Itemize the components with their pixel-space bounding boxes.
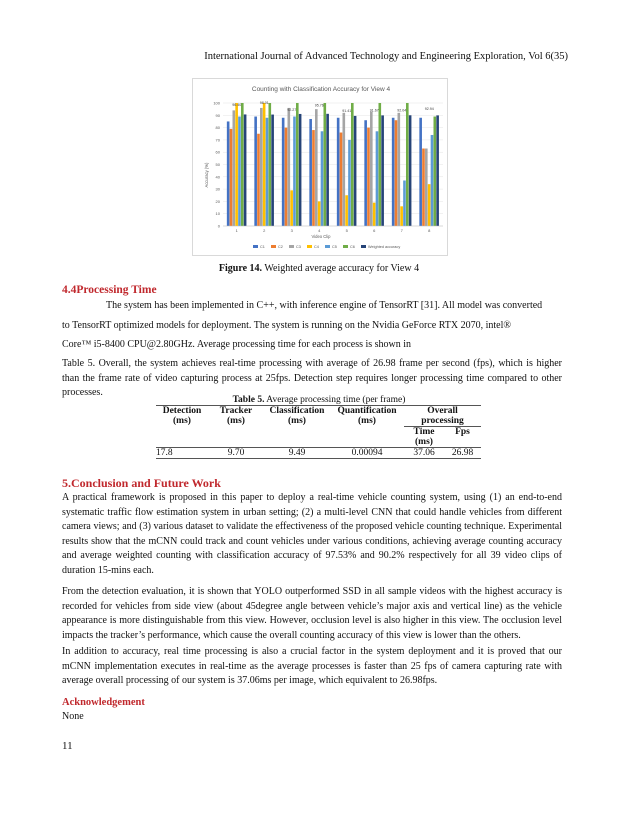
bar-c6 — [241, 103, 244, 226]
bar-weighted-accuracy — [271, 115, 274, 226]
x-tick-label: 4 — [318, 228, 321, 233]
bar-c3 — [233, 110, 236, 226]
data-label: 96.40 — [232, 102, 242, 107]
th-tracker-unit: (ms) — [227, 416, 245, 426]
cell-time: 37.06 — [404, 448, 444, 459]
bar-c5 — [266, 118, 269, 226]
table-row — [156, 448, 481, 459]
th-detection: Detection — [162, 406, 202, 416]
bar-c6 — [378, 103, 381, 226]
y-tick-label: 100 — [213, 100, 220, 106]
bar-weighted-accuracy — [326, 114, 329, 226]
bar-c2 — [340, 133, 343, 226]
bar-c4 — [318, 201, 321, 226]
bar-c6 — [323, 103, 326, 226]
legend-label: C5 — [332, 245, 337, 249]
cell-fps: 26.98 — [444, 448, 481, 459]
legend-swatch — [271, 245, 276, 248]
x-tick-label: 8 — [428, 228, 431, 233]
figure-label: Figure 14. — [218, 263, 263, 274]
figure-caption — [0, 263, 638, 274]
legend-label: C4 — [314, 245, 319, 249]
y-tick-label: 0 — [217, 223, 220, 229]
x-tick-label: 7 — [400, 228, 403, 233]
y-tick-label: 90 — [215, 112, 220, 118]
figure-caption-text: Weighted average accuracy for View 4 — [262, 263, 420, 274]
bar-c1 — [419, 118, 422, 226]
bar-c4 — [373, 203, 376, 226]
legend-label: C6 — [350, 245, 355, 249]
bar-c1 — [282, 118, 285, 226]
chart-ylabel: Accuracy (%) — [204, 162, 209, 188]
y-tick-label: 70 — [215, 137, 220, 143]
th-classification-unit: (ms) — [288, 416, 306, 426]
legend-swatch — [325, 245, 330, 248]
acknowledgement-text: None — [62, 711, 84, 722]
y-tick-label: 60 — [215, 149, 220, 155]
bar-c4 — [290, 190, 293, 226]
bar-c2 — [312, 130, 315, 226]
legend-swatch — [361, 245, 366, 248]
cell-detection: 17.8 — [156, 448, 208, 459]
bar-c5 — [238, 117, 241, 226]
legend-swatch — [253, 245, 258, 248]
table-caption — [0, 395, 638, 405]
bar-c1 — [364, 120, 367, 226]
data-label: 95.76 — [314, 103, 324, 108]
legend-label: C1 — [260, 245, 265, 249]
x-tick-label: 3 — [290, 228, 293, 233]
legend-swatch — [343, 245, 348, 248]
y-tick-label: 40 — [215, 174, 220, 180]
bar-c3 — [260, 108, 263, 226]
th-detection-unit: (ms) — [173, 416, 191, 426]
bar-c5 — [321, 131, 324, 226]
bar-c4 — [400, 206, 403, 226]
conclusion-paragraph-3: In addition to accuracy, real time processing is also a crucial factor in the system deployment and it is proved that our mCNN implementation executes in real-time as the average processes is faster than 25 fps of camera capturing rate with average overall processing of our system is 37.06ms per image, which equivalent to 26.98fps. — [62, 646, 562, 687]
running-header: International Journal of Advanced Technology and Engineering Exploration, Vol 6(35) — [204, 51, 568, 62]
legend-label: C2 — [278, 245, 283, 249]
th-time: Time — [413, 427, 435, 437]
th-overall: Overall — [427, 406, 458, 416]
th-quantification: Quantification — [337, 406, 397, 416]
bar-c3 — [343, 113, 346, 226]
bar-weighted-accuracy — [299, 114, 302, 226]
table-label: Table 5. — [232, 395, 265, 405]
x-tick-label: 6 — [373, 228, 376, 233]
bar-weighted-accuracy — [381, 115, 384, 226]
acknowledgement-title: Acknowledgement — [62, 697, 145, 708]
th-overall-processing: processing — [421, 416, 464, 426]
th-tracker: Tracker — [219, 406, 253, 416]
section-4-4-title: 4.4Processing Time — [62, 284, 157, 296]
chart-xlabel: Video Clip — [311, 234, 331, 239]
bar-c6 — [296, 103, 299, 226]
conclusion-paragraph-2: From the detection evaluation, it is shown that YOLO outperformed SSD in all sample videos with the highest accuracy is recorded for vehicles from side view (about 45degree angle between vehicle’s major axis and vertical line) as the vehicle appearance is more distinguishable from this view. However, occlusion level is also higher in this view. The occlusion level impacts the tracker’s performance, which cause the overall counting accuracy of this view is lower than the others. — [62, 586, 562, 641]
bar-weighted-accuracy — [436, 115, 439, 226]
bar-c5 — [348, 140, 351, 226]
bar-c5 — [403, 180, 406, 226]
bar-c2 — [257, 134, 260, 226]
bar-c3 — [315, 109, 318, 226]
bar-c3 — [288, 108, 291, 226]
bar-c2 — [395, 120, 398, 226]
legend-label: C3 — [296, 245, 301, 249]
bar-c3 — [425, 149, 428, 226]
cell-classification: 9.49 — [264, 448, 330, 459]
section-4-4-line-2: to TensorRT optimized models for deployment. The system is running on the Nvidia GeForce RTX 2070, intel® — [62, 320, 511, 331]
bar-c1 — [392, 118, 395, 226]
bar-weighted-accuracy — [244, 114, 247, 226]
processing-time-table — [156, 405, 481, 459]
bar-weighted-accuracy — [354, 116, 357, 226]
x-tick-label: 5 — [345, 228, 348, 233]
section-4-4-line-1: The system has been implemented in C++, with inference engine of TensorRT [31]. All model was converted — [106, 300, 543, 311]
bar-c2 — [367, 128, 370, 226]
cell-tracker: 9.70 — [208, 448, 264, 459]
th-classification: Classification — [269, 406, 325, 416]
bar-c4 — [345, 195, 348, 226]
bar-weighted-accuracy — [409, 115, 412, 226]
bar-c2 — [230, 129, 233, 226]
accuracy-bar-chart — [192, 78, 448, 256]
y-tick-label: 20 — [215, 198, 220, 204]
page-number: 11 — [62, 740, 73, 752]
section-4-4-paragraph: Table 5. Overall, the system achieves real-time processing with average of 26.98 frame per second (fps), which is higher than the frame rate of video capturing process at 25fps. Detection step requires longer processing time compared to other processes. — [62, 358, 562, 399]
bar-c1 — [309, 119, 312, 226]
data-label: 91.41 — [342, 109, 352, 114]
figure-chart — [192, 78, 448, 256]
bar-c4 — [428, 184, 431, 226]
data-label: 92.94 — [424, 107, 434, 112]
x-tick-label: 1 — [235, 228, 238, 233]
bar-c1 — [337, 118, 340, 226]
section-5-title: 5.Conclusion and Future Work — [62, 476, 221, 490]
bar-c1 — [254, 117, 257, 226]
bar-c2 — [422, 149, 425, 226]
bar-c5 — [293, 117, 296, 226]
bar-c4 — [235, 103, 238, 226]
legend-swatch — [307, 245, 312, 248]
th-time-unit: (ms) — [415, 437, 433, 447]
data-label: 91.67 — [369, 108, 379, 113]
bar-c4 — [263, 103, 266, 226]
y-tick-label: 10 — [215, 211, 220, 217]
bar-c3 — [370, 112, 373, 226]
bar-c6 — [433, 117, 436, 226]
bar-c6 — [268, 103, 271, 226]
bar-c5 — [376, 131, 379, 226]
table-caption-text: Average processing time (per frame) — [264, 395, 406, 405]
y-tick-label: 80 — [215, 125, 220, 131]
data-label: 92.04 — [397, 108, 407, 113]
bar-c3 — [398, 113, 401, 226]
bar-c6 — [351, 103, 354, 226]
bar-c2 — [285, 128, 288, 226]
y-tick-label: 50 — [215, 162, 220, 167]
chart-title: Counting with Classification Accuracy for View 4 — [251, 86, 391, 93]
cell-quantification: 0.00094 — [330, 448, 404, 459]
data-label: 98.01 — [259, 100, 269, 105]
section-4-4-line-3: Core™ i5-8400 CPU@2.80GHz. Average processing time for each process is shown in — [62, 339, 412, 350]
th-fps: Fps — [444, 427, 481, 448]
data-label: 92.27 — [287, 108, 297, 113]
legend-label: Weighted accuracy — [368, 245, 401, 249]
y-tick-label: 30 — [215, 186, 220, 192]
x-tick-label: 2 — [263, 228, 266, 233]
bar-c5 — [431, 135, 434, 226]
conclusion-paragraph-1: A practical framework is proposed in this paper to deploy a real-time vehicle counting system, using (1) an end-to-end systematic traffic flow estimation system in urban setting; (2) a multi-level CNN that could handle vehicles from different camera views; and (3) various dataset to validate the effectiveness of the proposed vehicle counting technique. Experimental results show that the mCNN could track and count vehicles under various conditions, achieving average counting accuracy and average weighted counting with classification accuracy of 97.53% and 90.2% respectively for all 39 video clips of duration 15-mins each. — [62, 492, 562, 576]
legend-swatch — [289, 245, 294, 248]
bar-c1 — [227, 121, 230, 226]
bar-c6 — [406, 103, 409, 226]
th-quantification-unit: (ms) — [358, 416, 376, 426]
